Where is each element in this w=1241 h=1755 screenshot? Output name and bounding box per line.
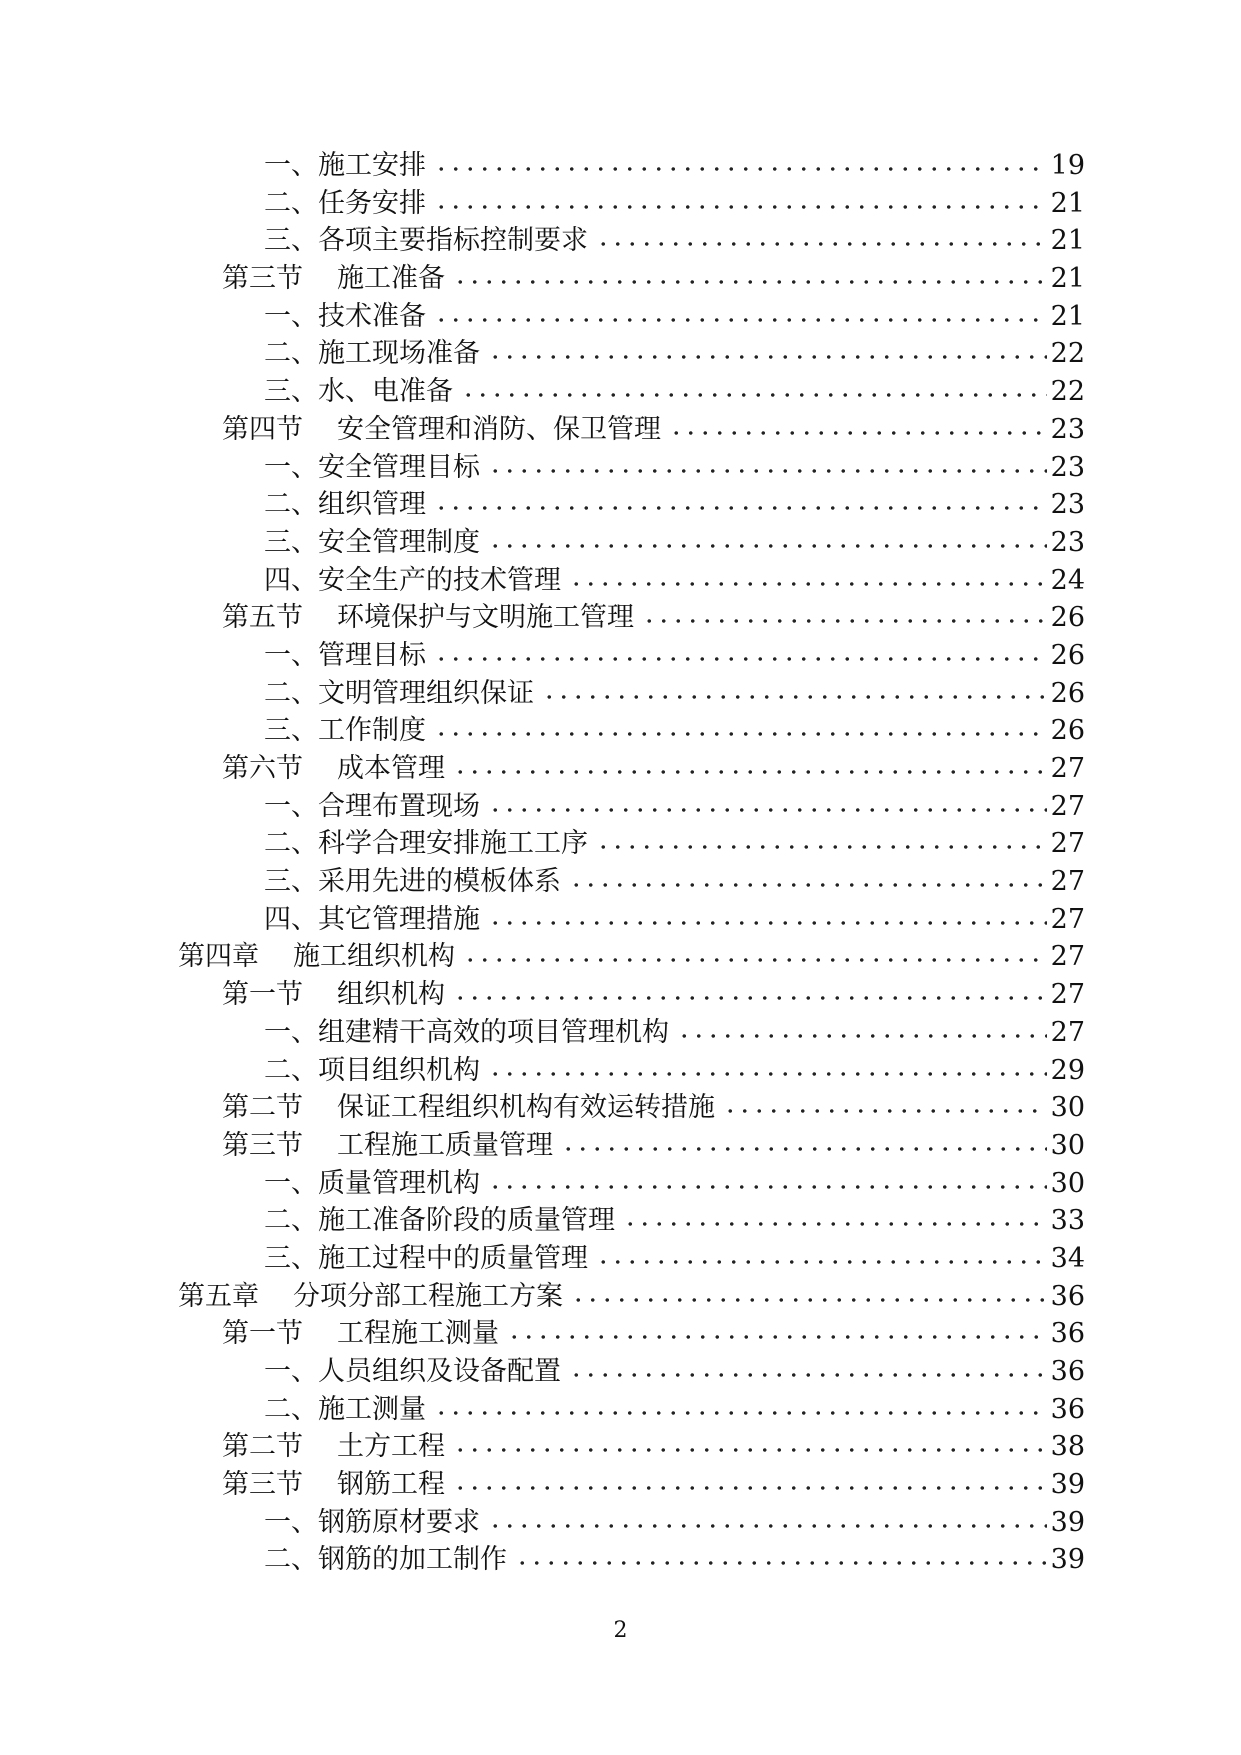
toc-entry[interactable] (0, 637, 1241, 675)
toc-entry[interactable] (0, 1466, 1241, 1504)
toc-entry-page: 29 (1050, 1054, 1085, 1086)
toc-entry-line (264, 901, 1085, 939)
toc-entry-title: 各项主要指标控制要求 (318, 225, 588, 257)
toc-entry-page: 36 (1050, 1318, 1085, 1350)
dot-leader (596, 220, 1047, 247)
toc-entry[interactable] (0, 298, 1241, 336)
toc-entry-number: 第一节 (222, 1318, 303, 1350)
dot-leader (488, 447, 1047, 474)
toc-entry-number: 一、 (264, 150, 318, 181)
toc-entry[interactable] (0, 1014, 1241, 1052)
toc-entry-page: 27 (1050, 828, 1085, 860)
toc-entry-title: 管理目标 (318, 639, 426, 671)
toc-entry-page: 21 (1050, 225, 1085, 257)
dot-leader (561, 1125, 1047, 1152)
dot-leader (488, 899, 1047, 926)
toc-entry[interactable] (0, 1089, 1241, 1127)
toc-entry-number: 三、 (264, 526, 318, 558)
toc-entry-line (222, 1127, 1085, 1165)
toc-entry[interactable] (0, 1391, 1241, 1429)
dot-leader (596, 823, 1047, 850)
toc-entry-title: 工程施工测量 (337, 1318, 499, 1350)
toc-entry-number: 第五章 (178, 1280, 259, 1312)
toc-entry[interactable] (0, 675, 1241, 713)
toc-entry[interactable] (0, 1165, 1241, 1203)
toc-entry-number: 二、 (264, 1205, 318, 1237)
dot-leader (507, 1313, 1047, 1340)
toc-entry-page: 21 (1050, 187, 1085, 219)
toc-entry[interactable] (0, 863, 1241, 901)
dot-leader (488, 1050, 1047, 1077)
toc-entry-page: 27 (1050, 1016, 1085, 1048)
toc-entry-number: 第三节 (222, 1129, 303, 1161)
page-number: 2 (613, 1618, 628, 1643)
toc-entry-title: 安全管理目标 (318, 451, 480, 483)
toc-entry[interactable] (0, 1127, 1241, 1165)
toc-entry-number: 三、 (264, 225, 318, 257)
toc-entry-title: 任务安排 (318, 187, 426, 219)
toc-entry[interactable] (0, 1278, 1241, 1316)
toc-entry[interactable] (0, 712, 1241, 750)
toc-entry-title: 土方工程 (337, 1431, 445, 1463)
toc-entry-page: 26 (1050, 715, 1085, 747)
toc-entry-page: 33 (1050, 1205, 1085, 1237)
toc-entry-line (264, 373, 1085, 411)
dot-leader (642, 597, 1047, 624)
toc-entry[interactable] (0, 185, 1241, 223)
toc-entry-number: 第六节 (222, 753, 303, 784)
dot-leader (461, 371, 1047, 398)
toc-entry-number: 四、 (264, 903, 318, 935)
toc-entry-number: 第五节 (222, 602, 303, 634)
toc-entry[interactable] (0, 599, 1241, 637)
toc-entry[interactable] (0, 1240, 1241, 1278)
toc-entry-line (264, 788, 1085, 826)
toc-entry-line (222, 1315, 1085, 1353)
toc-entry-line (264, 335, 1085, 373)
toc-entry-page: 22 (1050, 376, 1085, 408)
toc-entry[interactable] (0, 938, 1241, 976)
dot-leader (488, 1163, 1047, 1190)
toc-entry-number: 一、 (264, 451, 318, 483)
toc-entry[interactable] (0, 373, 1241, 411)
toc-entry-number: 第二节 (222, 1092, 303, 1124)
dot-leader (488, 333, 1047, 360)
toc-entry-page: 27 (1050, 941, 1085, 973)
toc-entry-title: 钢筋原材要求 (318, 1506, 480, 1538)
toc-entry[interactable] (0, 750, 1241, 788)
toc-entry-title: 施工安排 (318, 150, 426, 181)
toc-entry-line (222, 750, 1085, 788)
toc-entry-number: 一、 (264, 639, 318, 671)
toc-entry[interactable] (0, 1052, 1241, 1090)
toc-entry[interactable] (0, 260, 1241, 298)
toc-entry-page: 22 (1050, 338, 1085, 370)
toc-entry-title: 文明管理组织保证 (318, 677, 534, 709)
toc-entry-title: 成本管理 (337, 753, 445, 784)
toc-entry-number: 二、 (264, 1544, 318, 1576)
toc-entry-number: 一、 (264, 300, 318, 332)
toc-entry-title: 工程施工质量管理 (337, 1129, 553, 1161)
dot-leader (453, 748, 1047, 775)
dot-leader (453, 258, 1047, 285)
toc-entry-line (264, 298, 1085, 336)
toc-entry-number: 三、 (264, 866, 318, 898)
toc-entry-line (264, 185, 1085, 223)
toc-entry-number: 第四节 (222, 413, 303, 445)
toc-entry-page: 26 (1050, 677, 1085, 709)
toc-entry-page: 39 (1050, 1469, 1085, 1501)
toc-entry-page: 36 (1050, 1356, 1085, 1387)
toc-entry-line (264, 222, 1085, 260)
toc-entry-title: 人员组织及设备配置 (318, 1356, 561, 1387)
toc-entry-number: 二、 (264, 338, 318, 370)
toc-entry-number: 第四章 (178, 941, 259, 973)
dot-leader (488, 522, 1047, 549)
toc-entry-line (264, 1541, 1085, 1579)
toc-entry-title: 环境保护与文明施工管理 (337, 602, 634, 634)
dot-leader (488, 786, 1047, 813)
toc-entry-line (222, 1428, 1085, 1466)
toc-entry-title: 安全管理和消防、保卫管理 (337, 413, 661, 445)
dot-leader (453, 974, 1047, 1001)
toc-entry-title: 施工现场准备 (318, 338, 480, 370)
dot-leader (542, 673, 1047, 700)
toc-entry[interactable] (0, 1202, 1241, 1240)
toc-entry-page: 39 (1050, 1506, 1085, 1538)
toc-entry[interactable] (0, 335, 1241, 373)
toc-entry-line (222, 1089, 1085, 1127)
toc-entry-page: 36 (1050, 1280, 1085, 1312)
toc-entry-line (264, 637, 1085, 675)
dot-leader (669, 409, 1047, 436)
toc-entry-page: 27 (1050, 790, 1085, 822)
toc-entry-number: 一、 (264, 1167, 318, 1199)
toc-entry-number: 三、 (264, 715, 318, 747)
toc-entry-line (178, 1278, 1085, 1316)
toc-entry-line (264, 1202, 1085, 1240)
toc-entry[interactable] (0, 1353, 1241, 1391)
toc-entry-line (264, 1353, 1085, 1391)
toc-entry-number: 第三节 (222, 1469, 303, 1501)
toc-entry-line (264, 1240, 1085, 1278)
toc-entry-page: 24 (1050, 564, 1085, 596)
toc-entry-line (264, 863, 1085, 901)
toc-entry-page: 30 (1050, 1129, 1085, 1161)
toc-entry-page: 26 (1050, 602, 1085, 634)
dot-leader (434, 710, 1047, 737)
toc-entry-line (222, 411, 1085, 449)
toc-entry[interactable] (0, 524, 1241, 562)
toc-entry[interactable] (0, 825, 1241, 863)
dot-leader (434, 1389, 1047, 1416)
toc-entry-page: 21 (1050, 263, 1085, 295)
toc-entry-title: 项目组织机构 (318, 1054, 480, 1086)
toc-entry-page: 39 (1050, 1544, 1085, 1576)
dot-leader (571, 1276, 1047, 1303)
toc-entry-line (178, 938, 1085, 976)
toc-entry-number: 第一节 (222, 979, 303, 1011)
toc-entry-line (264, 712, 1085, 750)
toc-entry-title: 保证工程组织机构有效运转措施 (337, 1092, 715, 1124)
dot-leader (434, 145, 1047, 172)
toc-entry-line (264, 562, 1085, 600)
toc-entry-title: 安全生产的技术管理 (318, 564, 561, 596)
dot-leader (515, 1539, 1047, 1566)
toc-entry-line (264, 524, 1085, 562)
toc-entry-title: 科学合理安排施工工序 (318, 828, 588, 860)
toc-entry-page: 23 (1050, 526, 1085, 558)
toc-entry-title: 组织机构 (337, 979, 445, 1011)
toc-entry-title: 施工组织机构 (293, 941, 455, 973)
toc-entry-number: 二、 (264, 187, 318, 219)
dot-leader (453, 1464, 1047, 1491)
toc-entry-line (264, 449, 1085, 487)
toc-entry-number: 第三节 (222, 263, 303, 295)
toc-entry-line (264, 486, 1085, 524)
toc-entry[interactable] (0, 1315, 1241, 1353)
toc-entry-number: 三、 (264, 1242, 318, 1274)
toc-entry[interactable] (0, 976, 1241, 1014)
toc-entry-title: 其它管理措施 (318, 903, 480, 935)
toc-entry[interactable] (0, 147, 1241, 185)
toc-entry-title: 采用先进的模板体系 (318, 866, 561, 898)
toc-entry-page: 23 (1050, 413, 1085, 445)
toc-entry-title: 施工准备阶段的质量管理 (318, 1205, 615, 1237)
toc-entry[interactable] (0, 449, 1241, 487)
dot-leader (434, 484, 1047, 511)
dot-leader (453, 1426, 1047, 1453)
toc-entry-number: 二、 (264, 1393, 318, 1425)
toc-entry-line (264, 1014, 1085, 1052)
toc-entry-page: 27 (1050, 753, 1085, 784)
toc-entry-number: 二、 (264, 828, 318, 860)
toc-entry-number: 第二节 (222, 1431, 303, 1463)
toc-entry[interactable] (0, 901, 1241, 939)
toc-entry-title: 施工过程中的质量管理 (318, 1242, 588, 1274)
toc-entry-line (222, 599, 1085, 637)
toc-entry-line (264, 675, 1085, 713)
table-of-contents (0, 147, 1241, 1579)
dot-leader (569, 861, 1047, 888)
toc-entry[interactable] (0, 411, 1241, 449)
toc-entry-title: 质量管理机构 (318, 1167, 480, 1199)
toc-entry-title: 分项分部工程施工方案 (293, 1280, 563, 1312)
toc-entry-number: 二、 (264, 677, 318, 709)
toc-entry[interactable] (0, 562, 1241, 600)
toc-entry-page: 21 (1050, 300, 1085, 332)
toc-entry-page: 26 (1050, 639, 1085, 671)
toc-entry-title: 工作制度 (318, 715, 426, 747)
toc-entry-line (264, 1391, 1085, 1429)
dot-leader (434, 296, 1047, 323)
toc-entry-line (222, 260, 1085, 298)
toc-entry-title: 钢筋的加工制作 (318, 1544, 507, 1576)
toc-entry-page: 23 (1050, 451, 1085, 483)
toc-entry-number: 一、 (264, 790, 318, 822)
toc-entry[interactable] (0, 1428, 1241, 1466)
toc-entry-line (264, 1504, 1085, 1542)
toc-entry-page: 23 (1050, 489, 1085, 521)
toc-entry[interactable] (0, 1504, 1241, 1542)
dot-leader (723, 1087, 1047, 1114)
toc-entry-number: 四、 (264, 564, 318, 596)
toc-entry[interactable] (0, 1541, 1241, 1579)
dot-leader (677, 1012, 1047, 1039)
toc-entry[interactable] (0, 486, 1241, 524)
toc-entry-page: 27 (1050, 979, 1085, 1011)
toc-entry-page: 30 (1050, 1167, 1085, 1199)
toc-entry-page: 34 (1050, 1242, 1085, 1274)
toc-entry-number: 三、 (264, 376, 318, 408)
toc-entry-title: 水、电准备 (318, 376, 453, 408)
toc-entry-title: 钢筋工程 (337, 1469, 445, 1501)
dot-leader (569, 560, 1047, 587)
toc-entry-number: 二、 (264, 489, 318, 521)
toc-entry-line (264, 1165, 1085, 1203)
toc-entry-page: 19 (1050, 150, 1085, 181)
dot-leader (569, 1351, 1047, 1378)
dot-leader (488, 1502, 1047, 1529)
toc-entry-line (264, 147, 1085, 185)
dot-leader (434, 183, 1047, 210)
toc-entry-number: 一、 (264, 1016, 318, 1048)
toc-entry-page: 36 (1050, 1393, 1085, 1425)
dot-leader (463, 936, 1047, 963)
toc-entry-title: 技术准备 (318, 300, 426, 332)
toc-entry-title: 合理布置现场 (318, 790, 480, 822)
toc-entry-number: 一、 (264, 1356, 318, 1387)
toc-entry-title: 安全管理制度 (318, 526, 480, 558)
dot-leader (623, 1200, 1047, 1227)
toc-entry-page: 27 (1050, 903, 1085, 935)
toc-entry-line (222, 976, 1085, 1014)
toc-entry-number: 一、 (264, 1506, 318, 1538)
toc-entry-line (264, 1052, 1085, 1090)
toc-entry-title: 施工准备 (337, 263, 445, 295)
dot-leader (596, 1238, 1047, 1265)
toc-entry[interactable] (0, 788, 1241, 826)
toc-entry[interactable] (0, 222, 1241, 260)
toc-entry-line (264, 825, 1085, 863)
toc-entry-title: 组建精干高效的项目管理机构 (318, 1016, 669, 1048)
toc-entry-title: 施工测量 (318, 1393, 426, 1425)
toc-entry-title: 组织管理 (318, 489, 426, 521)
toc-entry-number: 二、 (264, 1054, 318, 1086)
toc-entry-line (222, 1466, 1085, 1504)
dot-leader (434, 635, 1047, 662)
toc-entry-page: 30 (1050, 1092, 1085, 1124)
toc-entry-page: 38 (1050, 1431, 1085, 1463)
toc-entry-page: 27 (1050, 866, 1085, 898)
